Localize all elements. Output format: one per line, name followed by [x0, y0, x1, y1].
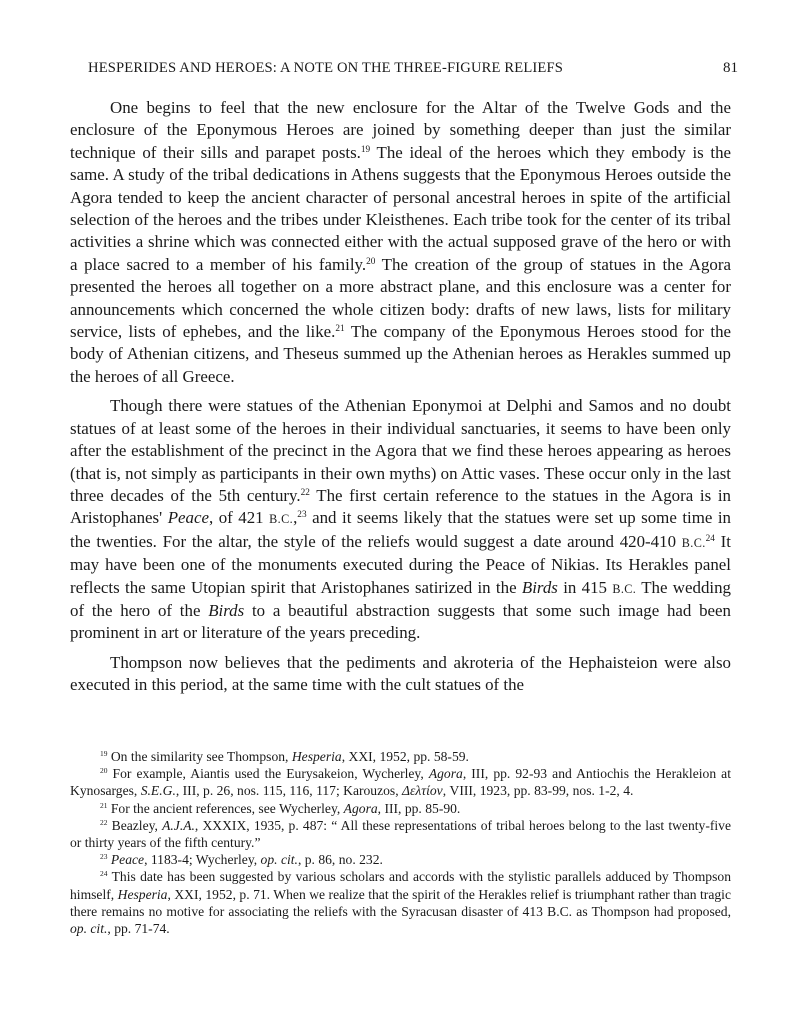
main-text: [70, 97, 731, 697]
text-run: and it seems likely that the statues were set up some time in the twenties. For the altar, the style of the reliefs would suggest a date around 420-410: [70, 508, 732, 551]
footnote-ref-22[interactable]: 22: [300, 487, 310, 498]
footnote-19: [70, 748, 731, 765]
footnote-number: 21: [100, 800, 108, 810]
text-run: , III, pp. 92-93 and Antiochis the Herakleion at Kynosarges,: [70, 766, 731, 799]
text-run: Though there were statues of the Athenian Eponymoi at Delphi and Samos and no doubt statues of at least some of the heroes in their individual sanctuaries, it seems to have been only after the establishment of the precinct in the Agora that we find these heroes appearing as heroes (that is, not simply as participants in their own myths) on Attic vases. These occur only in the last three decades of the 5th century.: [70, 396, 731, 505]
footnote-ref-24[interactable]: 24: [705, 533, 715, 544]
text-run: , of 421: [208, 508, 270, 528]
text-run: One begins to feel that the new enclosure for the Altar of the Twelve Gods and the enclosure of the Eponymous Heroes are joined by something deeper than just the similar technique of their sills and parapet posts.: [70, 98, 731, 162]
text-run: , XXXIX, 1935, p. 487: “ All these representations of tribal heroes belong to the last twenty-five or thirty years of the fifth century.”: [70, 817, 731, 851]
text-run: The first certain reference to the statues in the Agora is in Aristophanes': [70, 485, 731, 528]
text-run: This date has been suggested by various scholars and accords with the stylistic parallels adduced by Thompson himself,: [70, 869, 731, 902]
italic-title: op. cit.: [70, 921, 108, 937]
italic-title: Agora: [343, 800, 378, 816]
italic-title: Birds: [208, 600, 245, 620]
text-run: , p. 86, no. 232.: [297, 852, 383, 868]
running-header: [88, 60, 738, 84]
text-run: Beazley,: [107, 817, 163, 833]
footnote-number: 22: [100, 817, 108, 827]
running-title: HESPERIDES AND HEROES: A NOTE ON THE THREE-FIGURE RELIEFS: [88, 60, 564, 76]
italic-title: Hesperia: [291, 749, 342, 764]
footnote-number: 20: [100, 766, 108, 776]
text-run: The creation of the group of statues in the Agora presented the heroes all together on a more abstract plane, and this enclosure was a center for announcements which concerned the whole citizen body: drafts of new laws, lists for military service, lists of ephebes, and the like.: [70, 254, 731, 342]
italic-title: Agora: [428, 766, 463, 782]
era-abbreviation: B.C.: [269, 512, 294, 527]
paragraph-3: [70, 652, 731, 697]
italic-title: Peace: [167, 508, 209, 528]
text-run: to a beautiful abstraction suggests that some such image had been prominent in art or literature of the years preceding.: [70, 600, 731, 643]
italic-title: S.E.G.: [140, 783, 176, 799]
paragraph-1: [70, 97, 731, 388]
text-run: , III, p. 26, nos. 115, 116, 117; Karouzos,: [175, 783, 403, 799]
footnotes: [70, 748, 731, 937]
italic-title: Hesperia: [117, 886, 168, 902]
footnote-ref-20[interactable]: 20: [366, 256, 376, 267]
text-run: The wedding of the hero of the: [70, 577, 731, 620]
text-run: , 1183-4; Wycherley,: [144, 852, 261, 868]
text-run: Thompson now believes that the pediments and akroteria of the Hephaisteion were also executed in this period, at the same time with the cult statues of the: [70, 652, 731, 695]
page-number: 81: [723, 60, 738, 76]
footnote-number: 19: [100, 749, 108, 759]
text-run: , XXI, 1952, pp. 58-59.: [341, 749, 469, 764]
italic-title: Birds: [521, 577, 558, 597]
footnote-ref-21[interactable]: 21: [335, 324, 345, 335]
italic-title: A.J.A.: [162, 817, 195, 833]
text-run: The company of the Eponymous Heroes stood for the body of Athenian citizens, and Theseus summed up the Athenian heroes as Herakles summed up the heroes of all Greece.: [70, 322, 732, 386]
text-run: For the ancient references, see Wycherley,: [107, 800, 344, 816]
footnote-number: 23: [100, 852, 108, 862]
era-abbreviation: B.C.: [681, 535, 706, 550]
text-run: For example, Aiantis used the Eurysakeion, Wycherley,: [107, 766, 429, 782]
text-run: in 415: [557, 577, 613, 597]
footnote-ref-23[interactable]: 23: [297, 510, 307, 521]
footnote-22: [70, 817, 731, 851]
text-run: , XXI, 1952, p. 71. When we realize that the spirit of the Herakles relief is triumphant rather than tragic there remains no motive for associating the reliefs with the Syracusan disaster of 413 B.C. as Thompson had proposed,: [70, 886, 731, 919]
text-run: , pp. 71-74.: [107, 921, 170, 937]
italic-title: Δελτίον: [402, 783, 443, 799]
paragraph-2: [70, 395, 731, 644]
text-run: ,: [293, 508, 298, 528]
footnote-24: [70, 868, 731, 937]
text-run: On the similarity see Thompson,: [107, 749, 292, 764]
text-run: , VIII, 1923, pp. 83-99, nos. 1-2, 4.: [442, 783, 634, 799]
footnote-ref-19[interactable]: 19: [360, 144, 371, 155]
footnote-21: [70, 800, 731, 817]
text-run: The ideal of the heroes which they embody is the same. A study of the tribal dedications in Athens suggests that the Eponymous Heroes outside the Agora tended to keep the ancient character of personal ancestral heroes in spite of the artificial selection of the heroes and the tribes under Kleisthenes. Each tribe took for the center of its tribal activities a shrine which was connected either with the actual supposed grave of the hero or with a place sacred to a member of his family.: [70, 142, 732, 274]
text-run: , III, pp. 85-90.: [377, 800, 461, 816]
footnote-number: 24: [100, 869, 108, 879]
text-run: It may have been one of the monuments executed during the Peace of Nikias. Its Herakles panel reflects the same Utopian spirit that Aristophanes satirized in the: [70, 531, 731, 597]
italic-title: op. cit.: [260, 852, 298, 868]
era-abbreviation: B.C.: [612, 581, 637, 596]
footnote-20: [70, 765, 731, 799]
footnote-23: [70, 851, 731, 868]
italic-title: Peace: [107, 852, 145, 868]
